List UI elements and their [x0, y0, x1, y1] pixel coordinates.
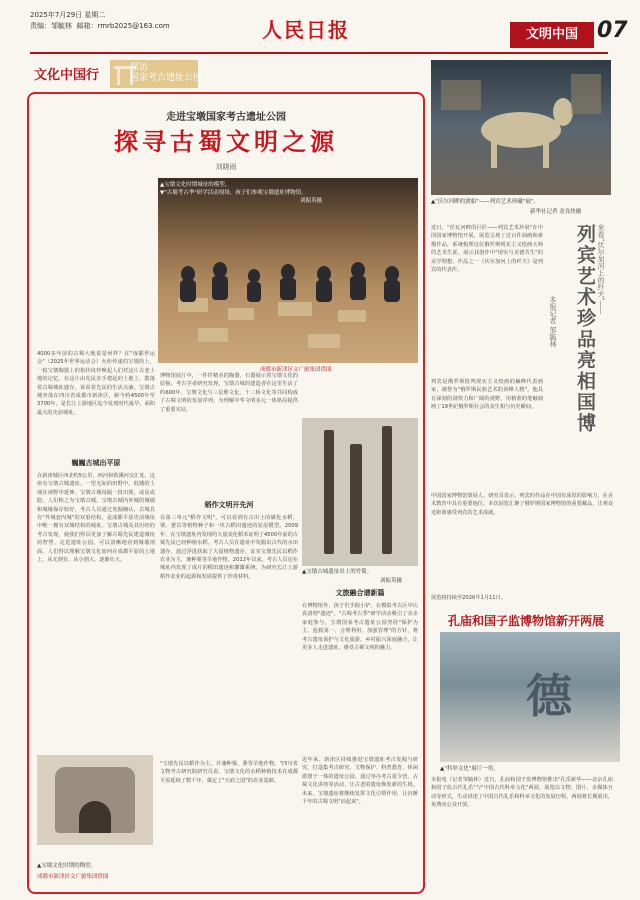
diorama-illustration: [158, 178, 418, 363]
issue-date: 2025年7月29日 星期二: [30, 11, 106, 19]
repin-photo-credit: 新华社记者 金良快摄: [530, 209, 582, 215]
column-name: 文化中国行: [34, 68, 100, 83]
diorama-photo: [158, 178, 418, 363]
editor-email: 邮箱：rmrb2025@163.com: [76, 22, 170, 30]
slips-credit: 刘振英摄: [380, 578, 403, 584]
body-paragraph-3: 在第三单元"稻作文明"，可以看到有古出土的碳化水稻、粟、薏苡等植物种子和一块古稻田遗迹的复原模型。2009年，在宝墩遗址内发现的大量炭化稻米证明了4500年前的古蜀先民已经种植水稻。考古人员在遗址中发掘出古代的水田遗存，通过浮选获取了大量植物遗存，证实宝墩先民以稻作农业为主，兼种粟等旱地作物。2012年以来，考古人员还在城址内发现了成片的稻田遗迹和灌溉系统，为研究长江上游稻作农业的起源和发展提供了珍贵材料。: [160, 515, 298, 580]
repin-body-2: 列宾是俄罗斯批判现实主义绘画的巅峰代表画家，被誉为"俄罗斯民族艺术的顶峰人物"。他具有深刻的洞察力和广阔的视野，用精准的笔触刻画了19世纪俄罗斯社会的众生相与历史瞬间。: [431, 379, 543, 411]
column-tag: [130, 63, 202, 83]
museum-body: 本报电（记者邹毓林）近日，孔庙和国子监博物馆推出"孔乐新华——北京孔庙和国子监古代礼乐"与"中国古代科举文化"两展。展览以文物、图片、多媒体互动等形式，生动讲述了中国古代礼乐和科举文化的发展历程。两展将长期展出，免费向公众开放。: [431, 777, 613, 809]
repin-body-4: 展览将持续至2026年1月11日。: [431, 595, 506, 601]
horse-sculpture-illustration: [431, 60, 611, 195]
diorama-credit-2: 成都市新津区文广旅集团供图: [260, 367, 332, 373]
museum-caption: ▲"科举文化"展厅一角。: [440, 766, 499, 772]
masthead: [0, 0, 640, 60]
diorama-caption-2: ▼"古蜀考古季"研学活动现场，孩子们参观宝墩遗址博物馆。: [160, 190, 307, 196]
slips-caption: ▲宝墩古城遗址出土的竹简。: [302, 569, 373, 575]
kiln-caption: ▲宝墩文化时期的陶窑。: [37, 863, 97, 869]
article-byline: 刘晓雨: [215, 163, 237, 171]
editor: 责编：邹毓林: [30, 22, 72, 30]
body-paragraph-2: 博物馆展厅中，一件件精美的陶器、石器展示着宝墩文化的原貌。考古学者研究发现，宝墩古城的建造者在这里生活了约600年。宝墩文化与三星堆文化、十二桥文化等共同构成了古蜀文明的发展序列，为理解中华文明多元一体格局提供了重要实证。: [160, 373, 298, 413]
body-paragraph-6: 近年来，新津区持续推进宝墩遗址考古发掘与研究，打造集考古研究、文物保护、科普教育、休闲游憩于一体的遗址公园。通过举办考古夏令营、古蜀文化讲座等活动，让古老的遗址焕发新的生机。未来，宝墩遗址将继续发挥文化引领作用，让沉睡千年的古蜀文明"活起来"。: [302, 757, 418, 806]
article-headline: 探寻古蜀文明之源: [114, 127, 338, 156]
body-paragraph-4: "宝墩先民以稻作为主，并兼种粟、黍等旱地作物。"四川省文物考古研究院研究员说，宝墩文化的水稻种植技术在成都平原延续了数千年，奠定了"天府之国"的农业基础。: [160, 761, 298, 784]
side-title-wrap: [572, 224, 599, 444]
subhead-2: 稻作文明开先河: [204, 500, 254, 509]
section-label: 文明中国: [510, 22, 594, 48]
article-kicker: 走进宝墩国家考古遗址公园: [166, 112, 286, 123]
column-tag-line1: 探访: [130, 63, 149, 73]
museum-exhibition-photo: [440, 632, 620, 762]
repin-exhibition-photo: [431, 60, 611, 195]
diorama-caption-1: ▲宝墩文化时期城址的模型。: [160, 182, 231, 188]
intro-paragraph: 4000多年前的古蜀大地说是何样？在"成都世运会"（2025年世界运动会）火炬传递的宝墩段上，一枚宝墩陶器上的指状纹样唤起人们对这片古老土地的记忆。在这片由先民亲手建起的土地上，散落着古蜀城址遗存，诉说着先民的生活点滴。宝墩古城坐落在四川省成都市新津区，距今约4500年至3700年，是长江上游地区迄今发现时代最早、面积最大的史前城址。: [37, 351, 155, 416]
column-tag-line2: 国家考古遗址公园: [130, 73, 203, 83]
repin-photo-caption: ▲"沃尔河畔的渡船"——列宾艺术珍藏"展"。: [431, 199, 539, 205]
kiln-credit: 成都市新津区文广旅集团供图: [37, 874, 109, 880]
repin-body-1: 近日，"涅瓦河畔的巨匠——列宾艺术珍展"在中国国家博物馆开展。展览呈现了近百件油画和素描作品，系统梳理这位俄罗斯现实主义绘画大师的艺术生涯，展示其创作中"现实与美德共生"的美学理想。作品之一《伏尔加河上的纤夫》是列宾的代表作。: [431, 225, 543, 274]
museum-headline: 孔庙和国子监博物馆新开两展: [447, 614, 604, 628]
subhead-3: 文旅融合谱新篇: [335, 588, 385, 597]
body-paragraph-5: 在博物馆外，孩子们手握小铲，在模拟考古区中认真清理"遗迹"。"古蜀考古季"研学活动吸引了众多家庭参与。宝墩国家考古遗址公园坚持"保护为主、抢救第一、合理利用、加强管理"的方针，将考古遗址保护与文化旅游、乡村振兴深度融合，让更多人走进遗址、感受古蜀文明的魅力。: [302, 603, 418, 652]
subhead-1: 巍巍古城出平原: [71, 458, 121, 467]
masthead-rule: [30, 52, 608, 54]
side-byline-wrap: [548, 296, 558, 347]
side-byline: 本报记者 邹毓林: [549, 296, 557, 348]
newspaper-logo: 人民日报: [262, 18, 350, 42]
kiln-photo: [37, 755, 153, 845]
body-paragraph-1: 在新津城区西北约5公里，西河和铁溪河交汇处，这座有宝墩古城遗址。一望无际的田野中，低矮的土埂在视野中延伸，宝墩古城每隔一段出现，或显或隐，人们称之为宝墩古城。宝墩古城内外城的城墙和城壕保存较好，考古人员通过发掘确认，古城具有"外城套内城"的双重结构，是成都平原史前城址中唯一拥有双城结构的城址。宝墩古城及其历经的考古发现，使我们得以更加了解古蜀先民建造城址的智慧。走进遗址公园，可以清晰地看到城墙剖面。人们得以理解宝墩文化如何在成都平原的土地上，从无到有、从小到大，逐渐壮大。: [37, 473, 155, 564]
repin-body-3: 中国国家博物馆策展人、研究员表示，列宾的作品在中国有深厚的影响力，在美术教育中具有重要地位。本次展览汇聚了俄罗斯国家博物馆的重要藏品，让观众近距离感受列宾的艺术成就。: [431, 493, 613, 516]
page-number: 07: [597, 18, 628, 43]
museum-virtue-character: 德: [526, 669, 572, 723]
bamboo-slips-photo: [302, 418, 418, 566]
side-title: 列宾艺术珍品亮相国博: [574, 224, 596, 434]
masthead-meta: [30, 10, 170, 32]
diorama-credit-1: 刘振英摄: [300, 198, 323, 204]
side-title-kicker: 来看"伏尔加河上的纤夫"——: [597, 224, 605, 315]
